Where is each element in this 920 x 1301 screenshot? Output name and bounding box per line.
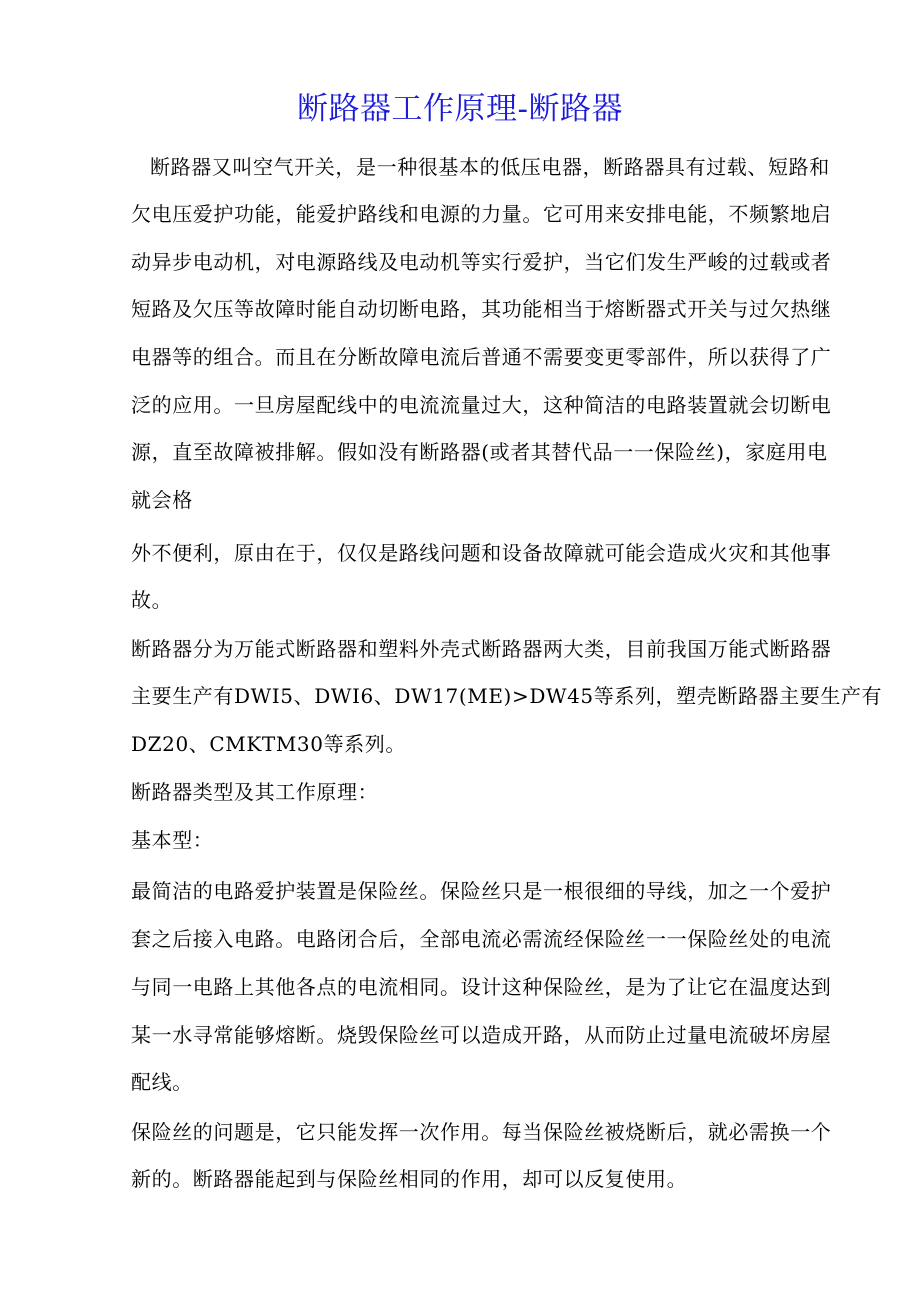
- paragraph-line: 套之后接入电路。电路闭合后，全部电流必需流经保险丝一一保险丝处的电流: [131, 927, 832, 951]
- paragraph-line: 动异步电动机，对电源路线及电动机等实行爱护，当它们发生严峻的过载或者: [131, 250, 832, 274]
- paragraph-line: 某一水寻常能够熔断。烧毁保险丝可以造成开路，从而防止过量电流破坏房屋: [131, 1023, 832, 1047]
- paragraph-line: 新的。断路器能起到与保险丝相同的作用，却可以反复使用。: [131, 1167, 688, 1191]
- paragraph-line: 外不便利，原由在于，仅仅是路线问题和设备故障就可能会造成火灾和其他事: [131, 541, 832, 565]
- section-heading: 基本型：: [131, 828, 214, 852]
- section-heading: 断路器类型及其工作原理：: [131, 780, 379, 804]
- paragraph-line: 电器等的组合。而且在分断故障电流后普通不需要变更零部件，所以获得了广: [131, 345, 832, 369]
- paragraph-line: 欠电压爱护功能，能爱护路线和电源的力量。它可用来安排电能，不频繁地启: [131, 202, 832, 226]
- paragraph-line: 就会格: [131, 488, 193, 512]
- paragraph-line: 主要生产有DWI5、DWI6、DW17(ME)>DW45等系列，塑壳断路器主要生产有: [131, 684, 883, 708]
- paragraph-line: 与同一电路上其他各点的电流相同。设计这种保险丝，是为了让它在温度达到: [131, 975, 832, 999]
- paragraph-line: DZ20、CMKTM30等系列。: [131, 732, 406, 756]
- document-title: 断路器工作原理-断路器: [297, 91, 623, 127]
- paragraph-line: 故。: [131, 588, 173, 612]
- paragraph-line: 断路器又叫空气开关，是一种很基本的低压电器，断路器具有过载、短路和: [150, 155, 830, 179]
- paragraph-line: 配线。: [131, 1070, 193, 1094]
- paragraph-line: 短路及欠压等故障时能自动切断电路，其功能相当于熔断器式开关与过欠热继: [131, 297, 832, 321]
- paragraph-line: 保险丝的问题是，它只能发挥一次作用。每当保险丝被烧断后，就必需换一个: [131, 1120, 832, 1144]
- paragraph-line: 最简洁的电路爱护装置是保险丝。保险丝只是一根很细的导线，加之一个爱护: [131, 879, 832, 903]
- paragraph-line: 断路器分为万能式断路器和塑料外壳式断路器两大类，目前我国万能式断路器: [131, 637, 832, 661]
- paragraph-line: 源，直至故障被排解。假如没有断路器(或者其替代品一一保险丝)，家庭用电: [131, 440, 828, 464]
- paragraph-line: 泛的应用。一旦房屋配线中的电流流量过大，这种简洁的电路装置就会切断电: [131, 393, 832, 417]
